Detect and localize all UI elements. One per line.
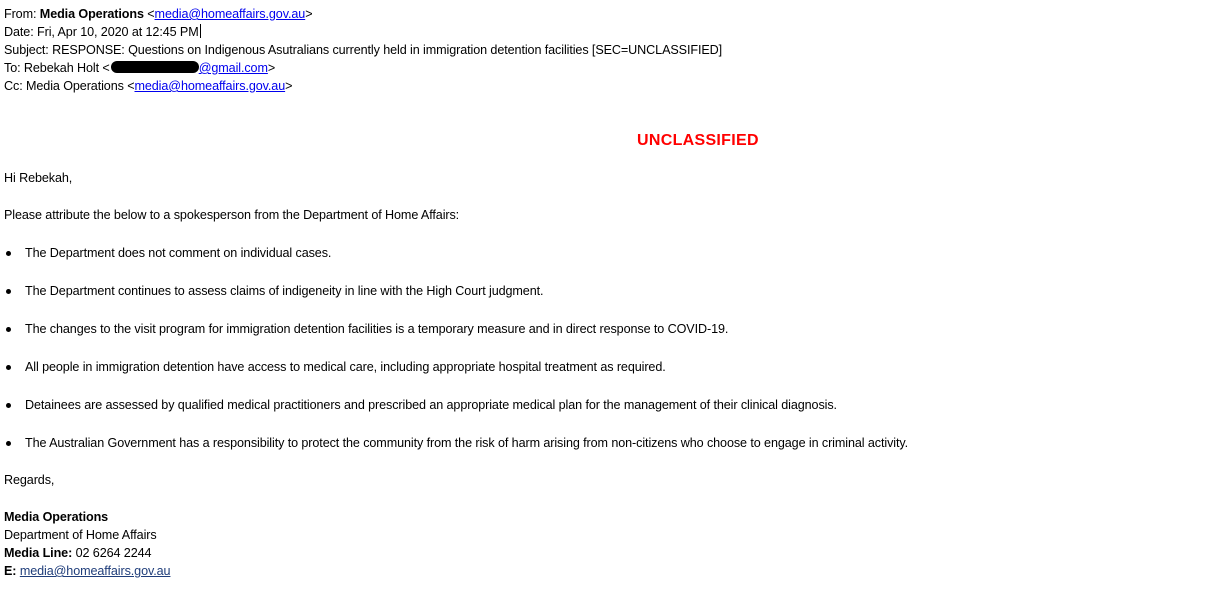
to-line: To: Rebekah Holt < @gmail.com> [4, 61, 276, 75]
bullet-icon [6, 251, 11, 256]
email-label: E: [4, 564, 17, 578]
to-email-link[interactable]: @gmail.com [198, 61, 268, 75]
bullet-icon [6, 365, 11, 370]
media-line-value: 02 6264 2244 [75, 546, 152, 560]
date-value: Fri, Apr 10, 2020 at 12:45 PM [37, 25, 199, 39]
bullet-icon [6, 441, 11, 446]
date-line [4, 23, 201, 41]
from-line: From: Media Operations <media@homeaffairs.gov.au> [4, 7, 313, 21]
text-cursor [200, 24, 201, 38]
list-item-text: The changes to the visit program for immigration detention facilities is a temporary measure and in direct response to COVID-19. [25, 322, 729, 336]
list-item-text: All people in immigration detention have access to medical care, including appropriate hospital treatment as required. [25, 360, 666, 374]
subject-label: Subject: [4, 43, 49, 57]
list-item-text: The Australian Government has a responsibility to protect the community from the risk of harm arising from non-citizens who choose to engage in criminal activity. [25, 436, 909, 450]
signature-email [4, 562, 170, 580]
list-item-text: The Department continues to assess claims of indigeneity in line with the High Court judgment. [25, 284, 544, 298]
intro-text: Please attribute the below to a spokesperson from the Department of Home Affairs: [4, 208, 460, 222]
from-email-link[interactable]: media@homeaffairs.gov.au [154, 7, 306, 21]
to-name: Rebekah Holt [23, 61, 100, 75]
signature-media-line [4, 544, 151, 562]
cc-email-link[interactable]: media@homeaffairs.gov.au [134, 79, 286, 93]
date-label: Date: [4, 25, 34, 39]
list-item-text: Detainees are assessed by qualified medical practitioners and prescribed an appropriate medical plan for the management of their clinical diagnosis. [25, 398, 837, 412]
signature-department: Department of Home Affairs [4, 528, 157, 542]
greeting: Hi Rebekah, [4, 171, 73, 185]
signature-name: Media Operations [4, 510, 109, 524]
classification-banner: UNCLASSIFIED [637, 132, 759, 149]
cc-label: Cc: [4, 79, 23, 93]
from-label: From: [4, 7, 37, 21]
bullet-icon [6, 289, 11, 294]
list-item-text: The Department does not comment on individual cases. [25, 246, 332, 260]
subject-line [4, 41, 722, 59]
from-name: Media Operations [39, 7, 144, 21]
redaction-mark [111, 61, 199, 73]
media-line-label: Media Line: [4, 546, 73, 560]
to-label: To: [4, 61, 21, 75]
cc-name: Media Operations [26, 79, 124, 93]
bullet-icon [6, 327, 11, 332]
subject-value: RESPONSE: Questions on Indigenous Asutralians currently held in immigration detention facilities [SEC=UNCLASSIFIED] [52, 43, 723, 57]
closing: Regards, [4, 473, 55, 487]
bullet-icon [6, 403, 11, 408]
cc-line: Cc: Media Operations <media@homeaffairs.gov.au> [4, 79, 293, 93]
signature-email-link[interactable]: media@homeaffairs.gov.au [19, 564, 171, 578]
